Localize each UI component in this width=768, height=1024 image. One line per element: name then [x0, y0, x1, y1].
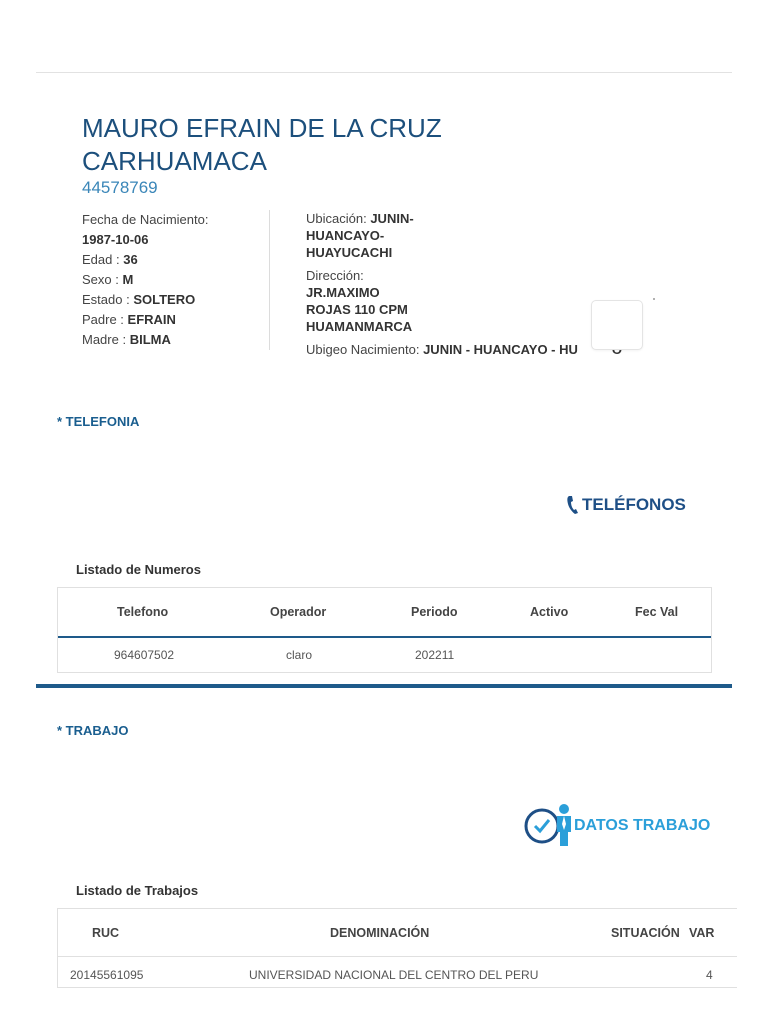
personal-details [82, 210, 262, 350]
telefonia-section-title: * TELEFONIA [57, 414, 140, 429]
sex-value: M [122, 272, 134, 287]
phones-table [57, 587, 712, 673]
cell-var: 4 [706, 968, 713, 982]
header-activo: Activo [530, 605, 569, 619]
sex-label: Sexo : [82, 272, 119, 287]
section-separator [36, 684, 732, 688]
cell-operador: claro [286, 648, 313, 662]
father-value: EFRAIN [127, 312, 176, 327]
location-label: Ubicación: [306, 211, 367, 226]
header-operador: Operador [270, 605, 327, 619]
father-label: Padre : [82, 312, 124, 327]
person-name-line2: CARHUAMACA [82, 146, 267, 176]
header-periodo: Periodo [411, 605, 458, 619]
age-label: Edad : [82, 252, 120, 267]
cell-telefono: 964607502 [114, 648, 175, 662]
stray-dot [653, 298, 655, 300]
telefonos-banner [566, 494, 686, 516]
location-line3: HUAYUCACHI [306, 245, 393, 260]
overlay-popup-box[interactable] [591, 300, 643, 350]
person-dni: 44578769 [82, 178, 158, 197]
mother-value: BILMA [129, 332, 171, 347]
jobs-table-header [58, 909, 737, 957]
header-ruc: RUC [92, 926, 120, 940]
phone-icon [566, 494, 580, 516]
person-name [82, 112, 442, 178]
header-fec-val: Fec Val [635, 605, 679, 619]
telefonia-list-title: Listado de Numeros [76, 562, 201, 577]
mother-label: Madre : [82, 332, 127, 347]
birth-ubigeo-label: Ubigeo Nacimiento: [306, 342, 420, 357]
person-name-line1: MAURO EFRAIN DE LA CRUZ [82, 113, 442, 143]
header-denominacion: DENOMINACIÓN [330, 926, 430, 940]
cell-ruc: 20145561095 [70, 968, 144, 982]
jobs-table [57, 908, 737, 988]
header-var: VAR [689, 926, 715, 940]
trabajo-section-title: * TRABAJO [57, 723, 129, 738]
telefonos-banner-text: TELÉFONOS [582, 495, 686, 514]
address-label: Dirección: [306, 268, 364, 283]
cell-periodo: 202211 [415, 648, 455, 662]
datos-trabajo-banner [522, 802, 710, 850]
address-line2: ROJAS 110 CPM [306, 302, 408, 317]
age-value: 36 [123, 252, 138, 267]
status-value: SOLTERO [133, 292, 196, 307]
top-divider [36, 72, 732, 73]
location-line2: HUANCAYO- [306, 228, 385, 243]
header-situacion: SITUACIÓN [611, 926, 680, 940]
address-line1: JR.MAXIMO [306, 285, 380, 300]
phones-table-header [58, 588, 711, 638]
datos-trabajo-banner-text: DATOS TRABAJO [574, 817, 711, 834]
address-line3: HUAMANMARCA [306, 319, 413, 334]
clock-worker-icon [522, 802, 572, 850]
header-telefono: Telefono [117, 605, 169, 619]
birth-date-value: 1987-10-06 [82, 232, 149, 247]
birth-ubigeo-value: JUNIN - HUANCAYO - HU [423, 342, 578, 357]
location-block [306, 210, 436, 261]
cell-denominacion: UNIVERSIDAD NACIONAL DEL CENTRO DEL PERU [249, 968, 539, 982]
birth-date-label: Fecha de Nacimiento: [82, 212, 209, 227]
location-line1: JUNIN- [370, 211, 414, 226]
address-block [306, 267, 436, 335]
status-label: Estado : [82, 292, 130, 307]
details-divider [269, 210, 270, 350]
trabajo-list-title: Listado de Trabajos [76, 883, 199, 898]
